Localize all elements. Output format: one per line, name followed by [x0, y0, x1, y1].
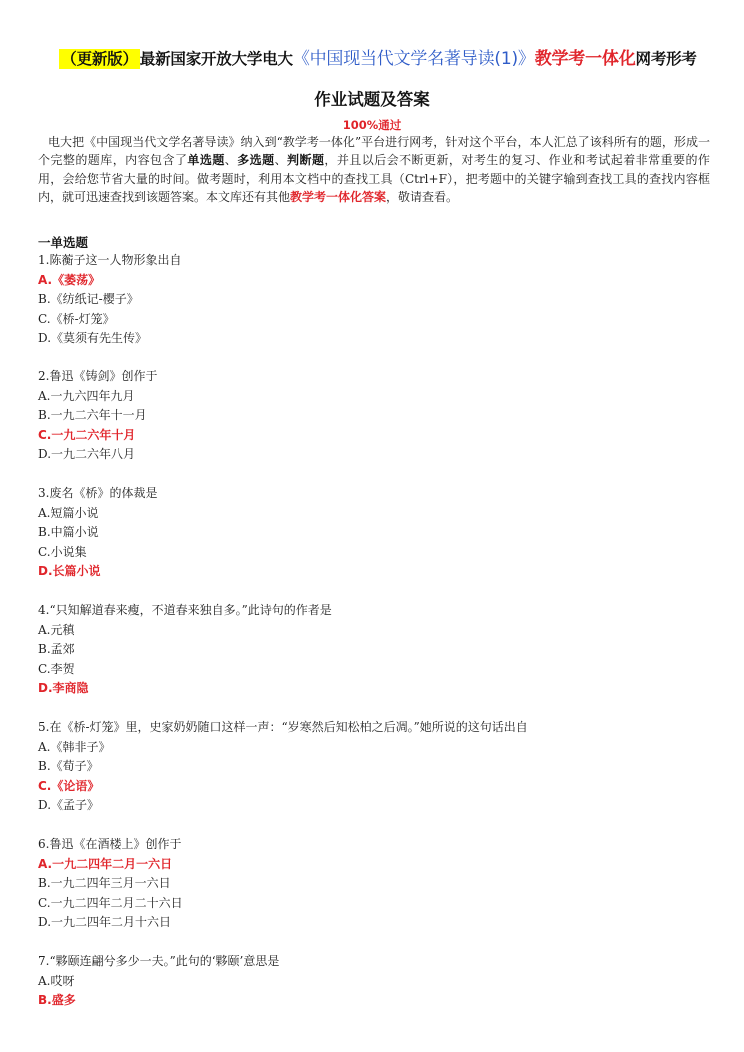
title-prefix: 最新国家开放大学电大 — [139, 50, 293, 68]
question-3 — [38, 484, 718, 582]
pass-label: 100%通过 — [342, 118, 402, 132]
keyword-true-false: 判断题 — [287, 153, 325, 168]
option: C.小说集 — [38, 544, 87, 559]
question-2 — [38, 367, 718, 465]
option: D.一九二六年八月 — [38, 447, 136, 461]
intro-text-1: 电大把《中国现当代文学名著导读》纳入到“教学考一体化”平台进行网考，针对这个平台，本人汇总了该科所有的题，形成一个完整的题库，内容包含了 — [38, 135, 710, 168]
answer-option: C.一九二六年十月 — [38, 427, 136, 442]
keyword-integrated-answers: 教学考一体化答案 — [290, 190, 387, 205]
option: A.短篇小说 — [38, 505, 99, 520]
option: C.李贺 — [38, 661, 75, 676]
option: D.一九二四年二月十六日 — [38, 915, 172, 929]
answer-option: C.《论语》 — [38, 778, 100, 793]
option: B.一九二六年十一月 — [38, 408, 147, 422]
answer-option: D.李商隐 — [38, 681, 89, 695]
option: B.《纺纸记-樱子》 — [38, 292, 139, 306]
intro-text-2: ，并且以后会不断更新，对考生的复习、作业和考试起着非常重要的作用，会给您节省大量的时间。做考题时，利用本文档中的查找工具（Ctrl+F），把考题中的关键字输到查找工具的查找内容框内，就可迅速查找到该题答案。本文库还有其他 — [38, 153, 710, 205]
keyword-multi-choice: 多选题 — [237, 153, 275, 168]
option: C.《桥-灯笼》 — [38, 311, 115, 326]
question-5 — [38, 718, 718, 816]
title-suffix: 网考形考 — [635, 50, 697, 68]
question-stem: 6.鲁迅《在酒楼上》创作于 — [38, 837, 182, 851]
document-title — [38, 44, 718, 69]
intro-separator-1: 、 — [224, 153, 238, 168]
option: B.中篇小说 — [38, 525, 99, 539]
exam-mode: 教学考一体化 — [534, 49, 636, 69]
option: D.《莫须有先生传》 — [38, 331, 148, 345]
answer-option: D.长篇小说 — [38, 564, 101, 578]
option: C.一九二四年二月二十六日 — [38, 895, 183, 910]
option: B.孟郊 — [38, 642, 75, 656]
question-7 — [38, 952, 718, 1011]
option: A.一九六四年九月 — [38, 388, 135, 403]
question-stem: 3.废名《桥》的体裁是 — [38, 486, 158, 500]
answer-option: A.一九二四年二月一六日 — [38, 856, 173, 871]
option: A.元稹 — [38, 622, 75, 637]
keyword-single-choice: 单选题 — [187, 153, 225, 168]
document-subtitle: 作业试题及答案 — [314, 90, 430, 109]
question-1 — [38, 251, 718, 349]
question-stem: 2.鲁迅《铸剑》创作于 — [38, 369, 158, 383]
option: A.哎呀 — [38, 973, 75, 988]
question-stem: 4.“只知解道春来瘦，不道春来独自多。”此诗句的作者是 — [38, 603, 332, 617]
question-stem: 5.在《桥-灯笼》里，史家奶奶随口这样一声：“岁寒然后知松柏之后凋。”她所说的这句话出自 — [38, 720, 528, 734]
option: B.一九二四年三月一六日 — [38, 876, 171, 890]
question-stem: 1.陈蘅子这一人物形象出自 — [38, 253, 182, 267]
answer-option: B.盛多 — [38, 993, 76, 1007]
section-title: 一单选题 — [38, 235, 89, 250]
course-name: 《中国现当代文学名著导读(1)》 — [292, 49, 535, 69]
option: B.《荀子》 — [38, 759, 99, 773]
option: D.《孟子》 — [38, 798, 100, 812]
question-6 — [38, 835, 718, 933]
intro-separator-2: 、 — [274, 153, 288, 168]
intro-paragraph — [38, 133, 710, 207]
update-badge: （更新版） — [61, 50, 138, 68]
option: A.《韩非子》 — [38, 739, 111, 754]
question-4 — [38, 601, 718, 699]
answer-option: A.《萎荡》 — [38, 272, 101, 287]
question-stem: 7.“夥颐连翩兮多少一夫。”此句的‘夥颐’意思是 — [38, 954, 280, 968]
intro-text-3: ，敬请查看。 — [386, 190, 459, 205]
